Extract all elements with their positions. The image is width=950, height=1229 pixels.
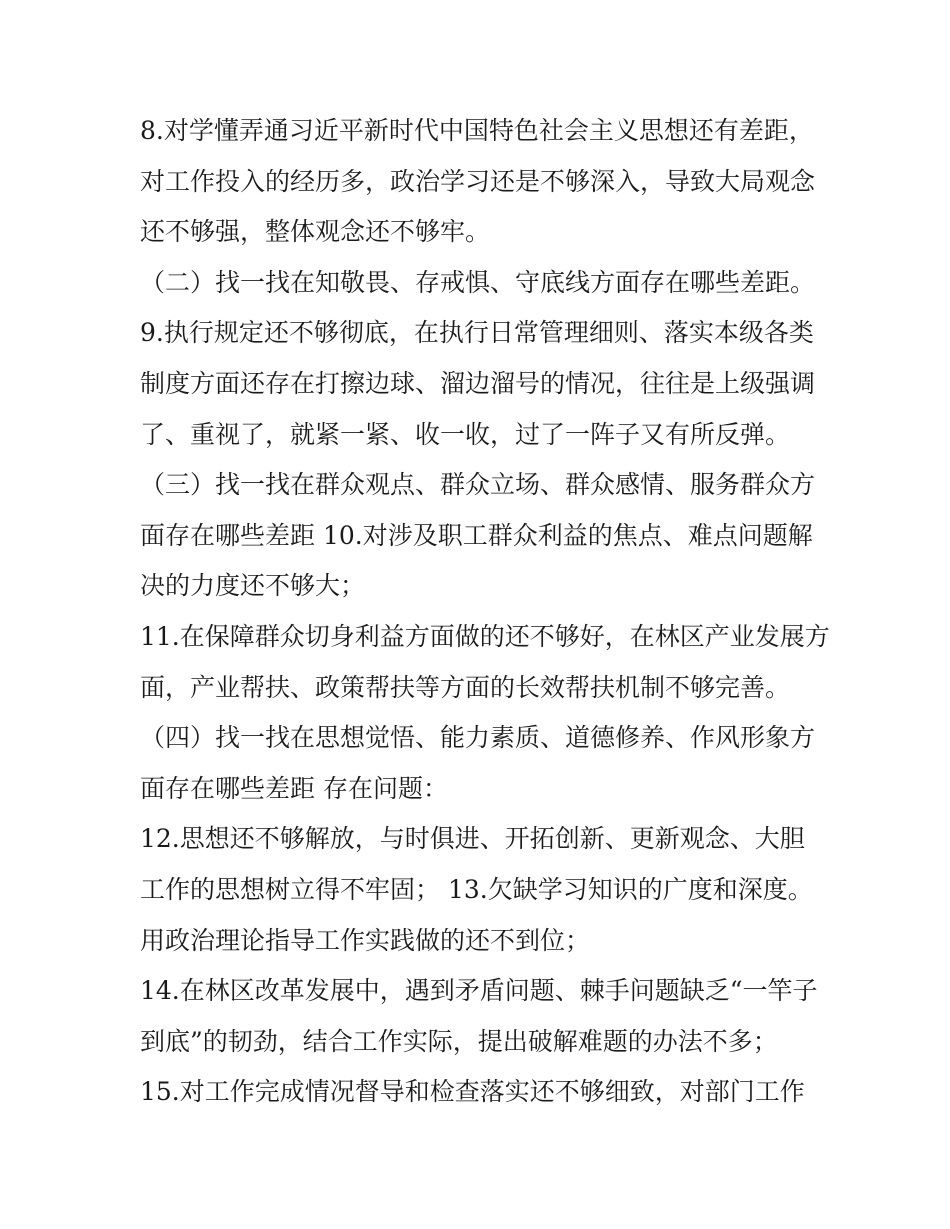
text-line-20: 15.对工作完成情况督导和检查落实还不够细致，对部门工作 (140, 1077, 805, 1107)
text-line-11: 11.在保障群众切身利益方面做的还不够好，在林区产业发展方 (140, 621, 830, 651)
text-line-17: 用政治理论指导工作实践做的还不到位； (140, 925, 591, 955)
text-line-3: 还不够强，整体观念还不够牢。 (140, 217, 491, 247)
text-line-14: 面存在哪些差距 存在问题： (140, 773, 448, 803)
section-heading-3: （三）找一找在群众观点、群众立场、群众感情、服务群众方 (140, 470, 816, 500)
text-line-16: 工作的思想树立得不牢固； 13.欠缺学习知识的广度和深度。 (140, 874, 813, 904)
text-line-10: 决的力度还不够大； (140, 571, 366, 601)
text-line-12: 面，产业帮扶、政策帮扶等方面的长效帮扶机制不够完善。 (140, 672, 791, 702)
text-line-19: 到底”的韧劲，结合工作实际，提出破解难题的办法不多； (140, 1026, 778, 1056)
text-line-7: 了、重视了，就紧一紧、收一收，过了一阵子又有所反弹。 (140, 419, 791, 449)
document-body (140, 106, 830, 1118)
section-heading-2: （二）找一找在知敬畏、存戒惧、守底线方面存在哪些差距。 (140, 267, 816, 297)
text-line-15: 12.思想还不够解放，与时俱进、开拓创新、更新观念、大胆 (140, 824, 805, 854)
text-line-1: 8.对学懂弄通习近平新时代中国特色社会主义思想还有差距， (140, 116, 814, 145)
text-line-6: 制度方面还存在打擦边球、溜边溜号的情况，往往是上级强调 (140, 368, 816, 398)
text-line-2: 对工作投入的经历多，政治学习还是不够深入，导致大局观念 (140, 166, 816, 196)
text-line-5: 9.执行规定还不够彻底，在执行日常管理细则、落实本级各类 (140, 318, 814, 348)
section-heading-4: （四）找一找在思想觉悟、能力素质、道德修养、作风形象方 (140, 723, 816, 753)
text-line-18: 14.在林区改革发展中，遇到矛盾问题、棘手问题缺乏“一竿子 (140, 976, 818, 1006)
text-line-9: 面存在哪些差距 10.对涉及职工群众利益的焦点、难点问题解 (140, 520, 813, 550)
